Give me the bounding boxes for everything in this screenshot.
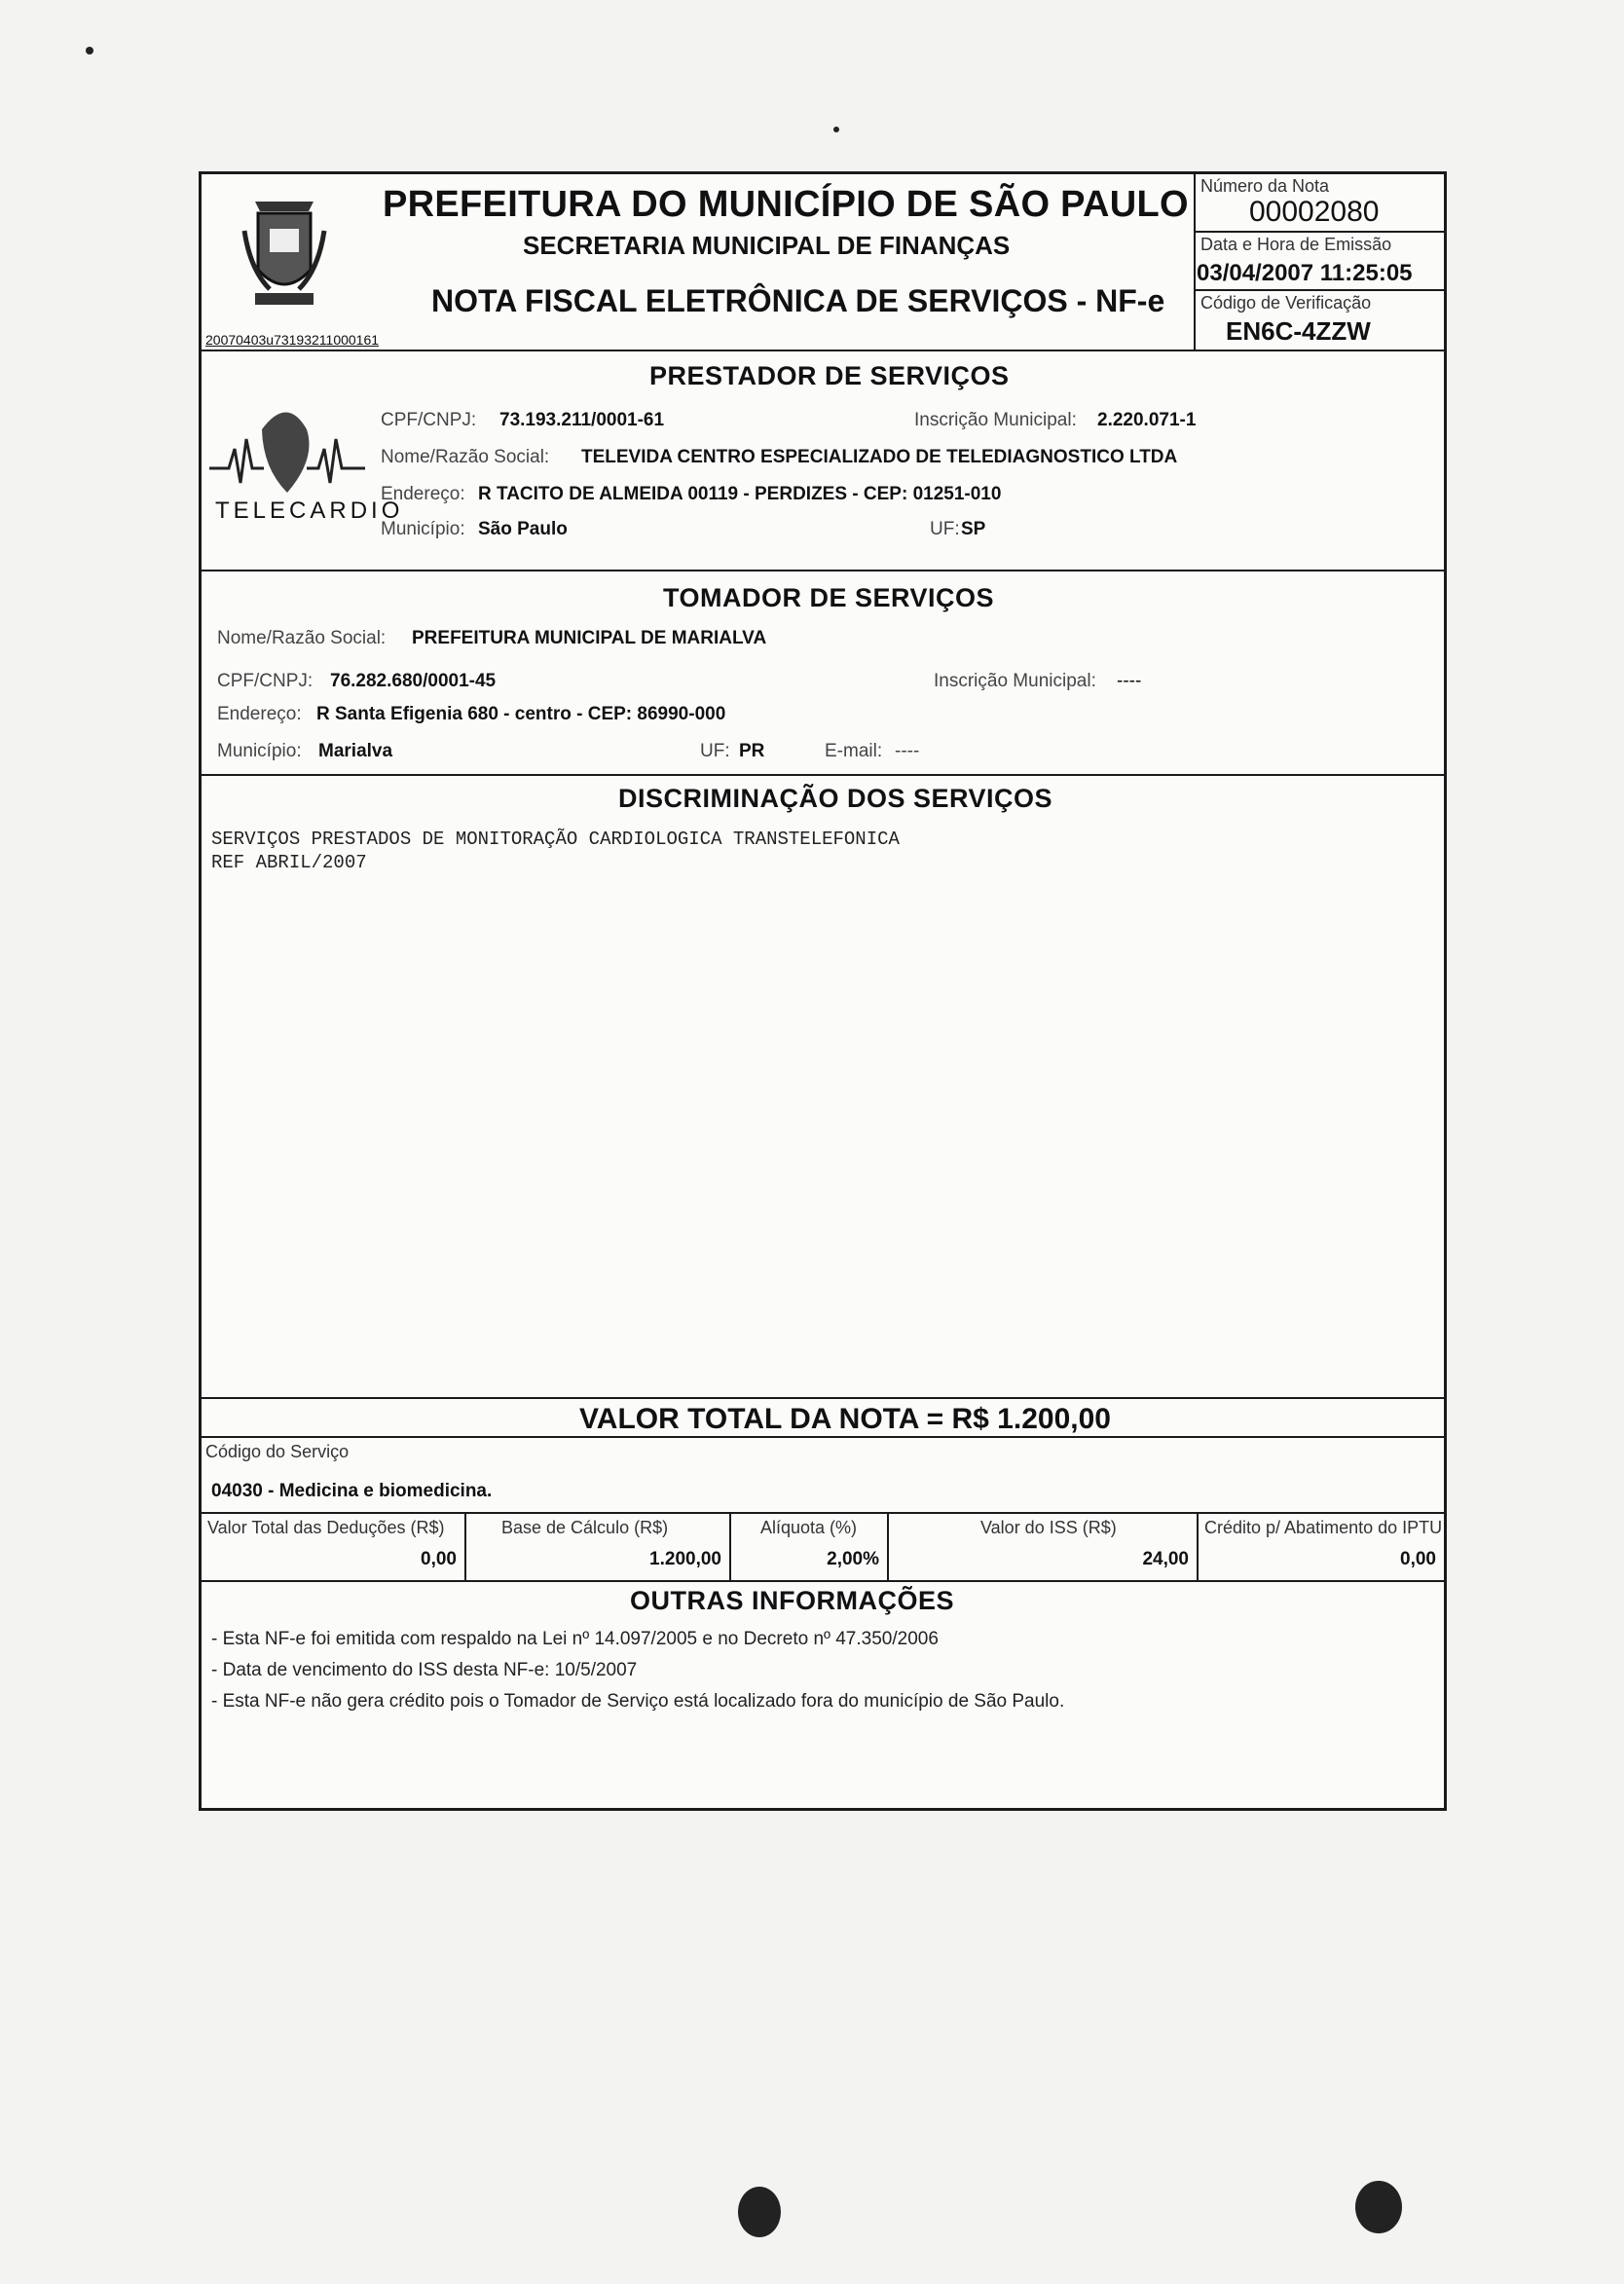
codigo-value: EN6C-4ZZW [1226,316,1371,346]
scan-speck [833,127,839,132]
punch-hole [1355,2181,1402,2233]
prestador-uf-label: UF: [930,519,960,539]
iptu-value: 0,00 [1400,1549,1436,1569]
header-rule [1194,289,1447,291]
tomador-email-value: ---- [895,741,920,761]
iss-label: Valor do ISS (R$) [980,1518,1117,1537]
prestador-cnpj-value: 73.193.211/0001-61 [499,410,665,430]
numero-label: Número da Nota [1200,176,1330,196]
prestador-cnpj-label: CPF/CNPJ: [381,410,477,430]
prestador-end-label: Endereço: [381,484,465,504]
tomador-nome-label: Nome/Razão Social: [217,628,387,648]
codigo-servico-value: 04030 - Medicina e biomedicina. [211,1481,493,1501]
tomador-im-value: ---- [1117,671,1142,691]
discriminacao-line-1: SERVIÇOS PRESTADOS DE MONITORAÇÃO CARDIOLOGICA TRANSTELEFONICA [211,829,900,850]
tomador-nome-value: PREFEITURA MUNICIPAL DE MARIALVA [412,628,767,648]
tomador-title: TOMADOR DE SERVIÇOS [663,583,995,612]
data-value: 03/04/2007 11:25:05 [1197,260,1413,286]
punch-hole [738,2187,781,2237]
valores-row [202,1512,1444,1582]
aliquota-label: Alíquota (%) [760,1518,858,1537]
divider [202,350,1444,351]
prestador-mun-label: Município: [381,519,465,539]
prestador-im-value: 2.220.071-1 [1097,410,1197,430]
tomador-uf-value: PR [739,741,765,761]
divider [202,1436,1444,1438]
municipal-coat-of-arms [240,192,328,316]
discriminacao-title: DISCRIMINAÇÃO DOS SERVIÇOS [618,784,1053,813]
base-label: Base de Cálculo (R$) [501,1518,669,1537]
tomador-end-value: R Santa Efigenia 680 - centro - CEP: 86990-000 [316,704,726,724]
outras-title: OUTRAS INFORMAÇÕES [630,1586,954,1615]
telecardio-logo [209,400,404,536]
nfe-document [199,171,1447,1811]
deducoes-label: Valor Total das Deduções (R$) [207,1518,445,1537]
codigo-servico-label: Código do Serviço [205,1442,350,1461]
logo-text: TELECARDIO [215,497,404,524]
outras-line-3: - Esta NF-e não gera crédito pois o Tomador de Serviço está localizado fora do município de São Paulo. [211,1691,1065,1712]
outras-line-1: - Esta NF-e foi emitida com respaldo na Lei nº 14.097/2005 e no Decreto nº 47.350/2006 [211,1629,939,1649]
prestador-end-value: R TACITO DE ALMEIDA 00119 - PERDIZES - CEP: 01251-010 [478,484,1002,504]
tomador-email-label: E-mail: [825,741,883,761]
page-title: PREFEITURA DO MUNICÍPIO DE SÃO PAULO [383,184,1189,225]
tomador-mun-value: Marialva [318,741,393,761]
prestador-im-label: Inscrição Municipal: [914,410,1077,430]
tomador-end-label: Endereço: [217,704,302,724]
valor-cell-iptu [1199,1514,1444,1580]
barcode-text: 20070403u73193211000161 [205,332,380,348]
aliquota-value: 2,00% [827,1549,879,1569]
divider [202,774,1444,776]
scan-speck [86,47,93,55]
valor-cell-deducoes [202,1514,466,1580]
deducoes-value: 0,00 [421,1549,457,1569]
valor-cell-base [466,1514,731,1580]
doc-title: NOTA FISCAL ELETRÔNICA DE SERVIÇOS - NF-e [431,283,1165,318]
prestador-mun-value: São Paulo [478,519,568,539]
tomador-cnpj-label: CPF/CNPJ: [217,671,314,691]
header-rule [1194,231,1447,233]
numero-value: 00002080 [1249,196,1380,228]
header-divider [1194,174,1196,350]
prestador-uf-value: SP [961,519,986,539]
outras-line-2: - Data de vencimento do ISS desta NF-e: 10/5/2007 [211,1660,638,1680]
tomador-cnpj-value: 76.282.680/0001-45 [330,671,497,691]
valor-cell-iss [889,1514,1199,1580]
tomador-im-label: Inscrição Municipal: [934,671,1096,691]
tomador-uf-label: UF: [700,741,730,761]
discriminacao-line-2: REF ABRIL/2007 [211,852,367,873]
prestador-nome-label: Nome/Razão Social: [381,447,550,467]
prestador-nome-value: TELEVIDA CENTRO ESPECIALIZADO DE TELEDIAGNOSTICO LTDA [581,447,1178,467]
valor-cell-aliquota [731,1514,889,1580]
valor-total: VALOR TOTAL DA NOTA = R$ 1.200,00 [579,1403,1111,1435]
divider [202,1397,1444,1399]
iptu-label: Crédito p/ Abatimento do IPTU [1204,1518,1443,1537]
codigo-label: Código de Verificação [1200,293,1372,313]
base-value: 1.200,00 [649,1549,721,1569]
iss-value: 24,00 [1142,1549,1189,1569]
data-label: Data e Hora de Emissão [1200,235,1392,254]
subtitle: SECRETARIA MUNICIPAL DE FINANÇAS [523,231,1011,260]
tomador-mun-label: Município: [217,741,302,761]
prestador-title: PRESTADOR DE SERVIÇOS [649,361,1010,390]
divider [202,570,1444,571]
